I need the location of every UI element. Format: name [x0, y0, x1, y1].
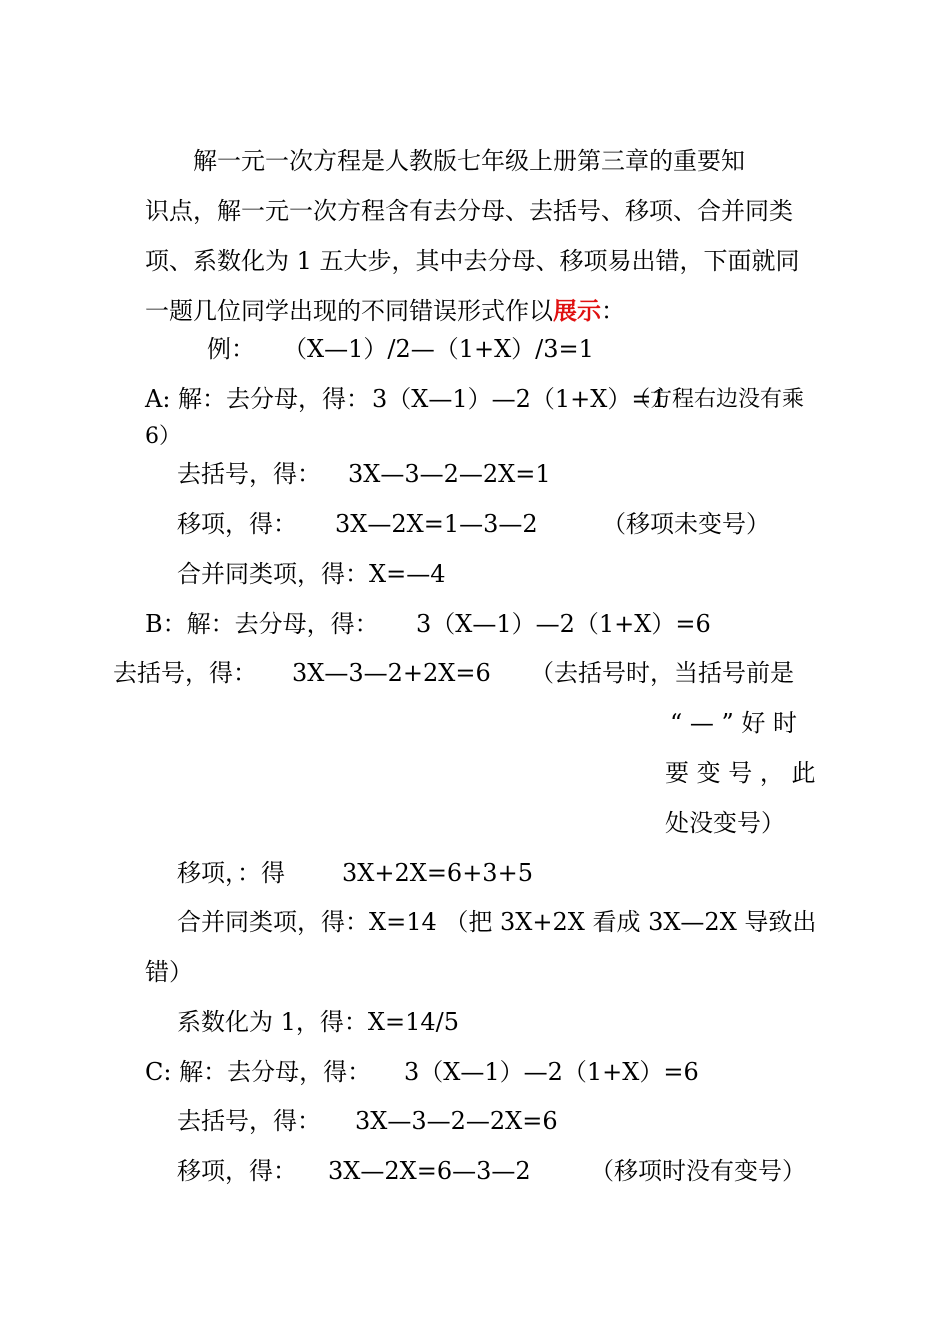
- a-step1-label: 去括号，得：: [177, 460, 321, 488]
- c-label: C: 解：去分母，得：: [145, 1058, 372, 1086]
- b-step1-label: 去括号，得：: [113, 659, 257, 687]
- b-step3-cont: 错）: [145, 958, 193, 986]
- b-step1-note-2: “ — ” 好 时: [670, 709, 798, 737]
- a-label: A: 解：去分母，得：: [145, 385, 371, 413]
- b-equation: 3（X—1）—2（1+X）=6: [416, 610, 711, 638]
- example-label: 例：: [207, 335, 255, 363]
- a-step1-eq: 3X—3—2—2X=1: [348, 460, 551, 488]
- a-step2-eq: 3X—2X=1—3—2: [335, 510, 538, 538]
- b-step1-note-3: 要 变 号 ， 此: [665, 759, 816, 787]
- b-step4: 系数化为 1，得：X=14/5: [177, 1008, 459, 1036]
- b-step3: 合并同类项，得：X=14 （把 3X+2X 看成 3X—2X 导致出: [177, 908, 817, 936]
- c-step2-label: 移项，得：: [177, 1157, 297, 1185]
- a-step2-label: 移项，得：: [177, 510, 297, 538]
- a-equation: 3（X—1）—2（1+X）=1: [372, 385, 667, 413]
- b-step1-note-4: 处没变号）: [665, 809, 785, 837]
- c-step1-eq: 3X—3—2—2X=6: [355, 1107, 558, 1135]
- a-note-cont: 6）: [145, 424, 181, 449]
- c-equation: 3（X—1）—2（1+X）=6: [404, 1058, 699, 1086]
- b-step2-label: 移项，：得: [177, 859, 285, 887]
- a-note: （方程右边没有乘: [628, 387, 805, 412]
- b-step1-eq: 3X—3—2+2X=6: [292, 659, 491, 687]
- c-step1-label: 去括号，得：: [177, 1107, 321, 1135]
- highlight-text: 展示: [553, 296, 601, 325]
- b-label: B：解：去分母，得：: [145, 610, 379, 638]
- intro-line-1: 解一元一次方程是人教版七年级上册第三章的重要知: [193, 147, 745, 175]
- a-step2-note: （移项未变号）: [602, 510, 770, 538]
- intro-paragraph: [145, 136, 805, 336]
- intro-line-4: 一题几位同学出现的不同错误形式作以 展示 ：: [145, 296, 625, 325]
- c-step2-note: （移项时没有变号）: [590, 1157, 806, 1185]
- c-step2-eq: 3X—2X=6—3—2: [328, 1157, 531, 1185]
- a-step3: 合并同类项，得：X=—4: [177, 560, 446, 588]
- intro-line-2: 识点，解一元一次方程含有去分母、去括号、移项、合并同类: [145, 197, 793, 225]
- intro-line-3: 项、系数化为 1 五大步，其中去分母、移项易出错，下面就同: [145, 247, 800, 275]
- example-equation: （X—1）/2—（1+X）/3=1: [283, 335, 594, 363]
- b-step2-eq: 3X+2X=6+3+5: [342, 859, 533, 887]
- b-step1-note-1: （去括号时，当括号前是: [530, 659, 794, 687]
